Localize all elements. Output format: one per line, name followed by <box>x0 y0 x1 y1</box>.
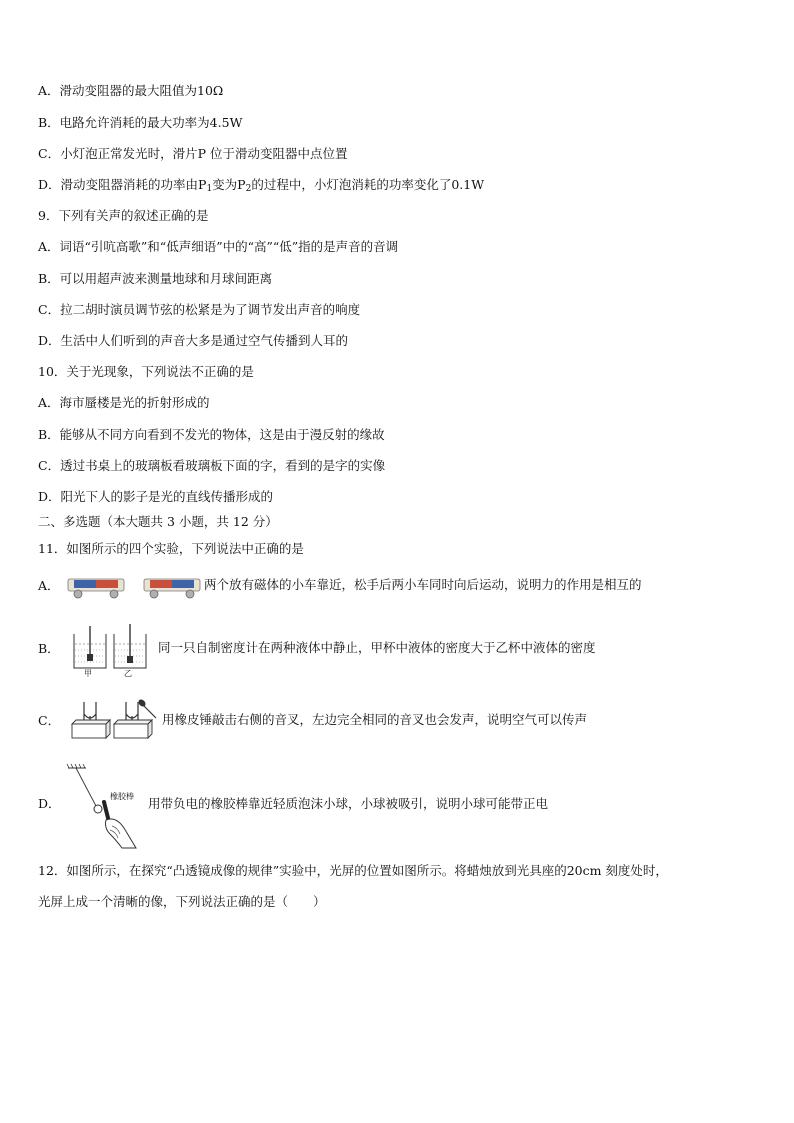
q11-stem: 11．如图所示的四个实验，下列说法中正确的是 <box>38 541 304 556</box>
tuning-forks-figure <box>66 696 160 744</box>
q9-option-c: C．拉二胡时演员调节弦的松紧是为了调节发出声音的响度 <box>38 302 361 317</box>
q12-stem-line2: 光屏上成一个清晰的像，下列说法正确的是（ ） <box>38 894 326 909</box>
q9-option-a: A．词语“引吭高歌”和“低声细语”中的“高”“低”指的是声音的音调 <box>38 239 399 254</box>
q11-option-a-label: A． <box>38 578 60 593</box>
q11-option-c-label: C． <box>38 713 61 728</box>
charged-rod-ball-figure <box>64 762 148 850</box>
q11-option-d-text: 用带负电的橡胶棒靠近轻质泡沫小球，小球被吸引，说明小球可能带正电 <box>148 796 549 811</box>
q10-option-c: C．透过书桌上的玻璃板看玻璃板下面的字，看到的是字的实像 <box>38 458 386 473</box>
beaker-label-right: 乙 <box>124 669 132 678</box>
q11-option-b-label: B． <box>38 641 60 656</box>
q10-option-b: B．能够从不同方向看到不发光的物体，这是由于漫反射的缘故 <box>38 427 385 442</box>
q11-option-b-text: 同一只自制密度计在两种液体中静止，甲杯中液体的密度大于乙杯中液体的密度 <box>158 640 596 655</box>
rod-label: 橡胶棒 <box>110 792 134 801</box>
beaker-label-left: 甲 <box>84 669 92 678</box>
q11-option-c-text: 用橡皮锤敲击右侧的音叉，左边完全相同的音叉也会发声，说明空气可以传声 <box>162 712 588 727</box>
q9-option-b: B．可以用超声波来测量地球和月球间距离 <box>38 271 273 286</box>
q8-option-b: B．电路允许消耗的最大功率为4.5W <box>38 115 243 130</box>
q8-option-d-sub2: 2 <box>245 184 252 194</box>
q11-option-a-text: 两个放有磁体的小车靠近，松手后两小车同时向后运动，说明力的作用是相互的 <box>204 577 642 592</box>
density-meter-beakers-figure <box>70 624 152 680</box>
q8-option-a: A．滑动变阻器的最大阻值为10Ω <box>38 83 224 98</box>
section-heading: 二、多选题（本大题共 3 小题，共 12 分） <box>38 514 278 529</box>
q10-option-a: A．海市蜃楼是光的折射形成的 <box>38 395 210 410</box>
q10-stem: 10．关于光现象，下列说法不正确的是 <box>38 364 254 379</box>
q8-option-d-pre: D．滑动变阻器消耗的功率由P <box>38 177 207 192</box>
q10-option-d: D．阳光下人的影子是光的直线传播形成的 <box>38 489 274 504</box>
q9-option-d: D．生活中人们听到的声音大多是通过空气传播到人耳的 <box>38 333 349 348</box>
q8-option-d-sub1: 1 <box>206 184 213 194</box>
q8-option-d <box>38 176 484 198</box>
q8-option-d-post: 的过程中，小灯泡消耗的功率变化了0.1W <box>251 177 485 192</box>
magnet-carts-figure <box>66 573 202 601</box>
q8-option-d-mid: 变为P <box>212 177 246 192</box>
q9-stem: 9．下列有关声的叙述正确的是 <box>38 208 209 223</box>
q8-option-c: C．小灯泡正常发光时，滑片P 位于滑动变阻器中点位置 <box>38 146 348 161</box>
q11-option-d-label: D． <box>38 796 61 811</box>
q12-stem-line1: 12．如图所示，在探究“凸透镜成像的规律”实验中，光屏的位置如图所示。将蜡烛放到光具座的20cm 刻度处时， <box>38 863 668 878</box>
